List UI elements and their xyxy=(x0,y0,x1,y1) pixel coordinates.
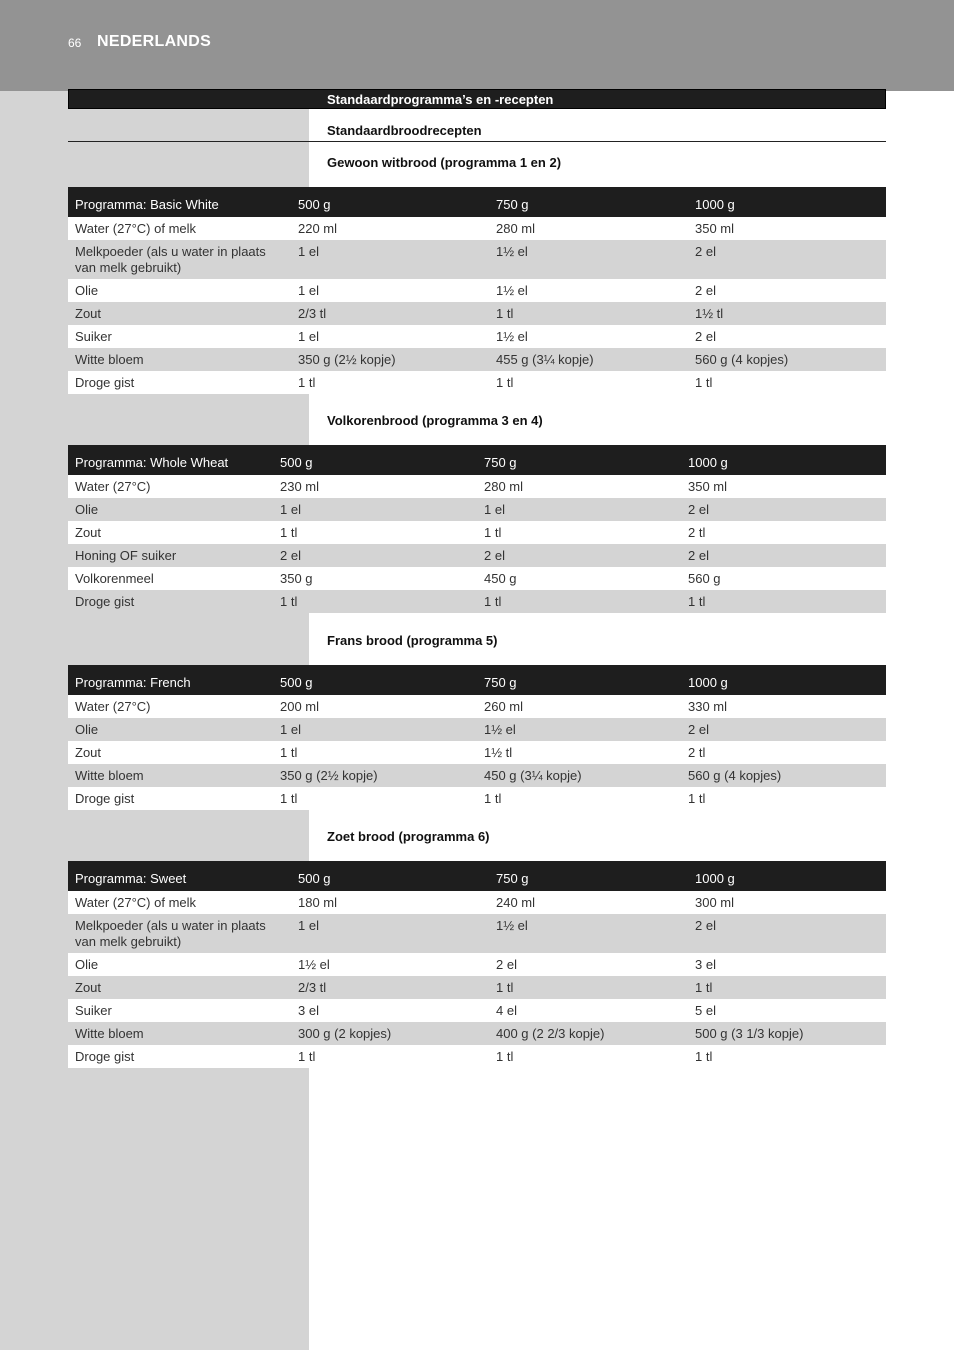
table-cell: Zout xyxy=(68,976,291,999)
table-cell: 560 g xyxy=(681,567,886,590)
table-cell: 2 el xyxy=(688,240,886,279)
table-cell: Olie xyxy=(68,279,291,302)
column-header: 500 g xyxy=(273,665,477,695)
table-cell: 1 tl xyxy=(273,521,477,544)
table-row xyxy=(68,240,886,279)
table-cell: 560 g (4 kopjes) xyxy=(681,764,886,787)
table-cell: Zout xyxy=(68,302,291,325)
table-cell: 300 g (2 kopjes) xyxy=(291,1022,489,1045)
table-cell: 2/3 tl xyxy=(291,976,489,999)
table-row xyxy=(68,1045,886,1068)
table-cell: 2 el xyxy=(688,914,886,953)
table-cell: Melkpoeder (als u water in plaats van melk gebruikt) xyxy=(68,914,291,953)
table-cell: 220 ml xyxy=(291,217,489,240)
column-header: 750 g xyxy=(489,861,688,891)
table-cell: 260 ml xyxy=(477,695,681,718)
table-cell: Droge gist xyxy=(68,1045,291,1068)
table-cell: 1½ el xyxy=(489,914,688,953)
table-cell: 1 tl xyxy=(477,521,681,544)
column-header: Programma: French xyxy=(68,665,273,695)
subtitle-row xyxy=(68,109,886,142)
table-cell: 1 tl xyxy=(688,371,886,394)
section-title-row xyxy=(68,142,886,187)
table-cell: 450 g xyxy=(477,567,681,590)
table-row xyxy=(68,976,886,999)
table-cell: Water (27°C) xyxy=(68,695,273,718)
table-header-row xyxy=(68,187,886,217)
section-title-row xyxy=(68,810,886,861)
table-cell: 1 el xyxy=(477,498,681,521)
recipe-table-sweet xyxy=(68,861,886,1068)
table-cell: 3 el xyxy=(291,999,489,1022)
table-cell: 350 g (2½ kopje) xyxy=(273,764,477,787)
table-cell: 1 tl xyxy=(681,590,886,613)
table-cell: Olie xyxy=(68,498,273,521)
table-row xyxy=(68,217,886,240)
main-title: Standaardprogramma’s en -recepten xyxy=(327,92,554,107)
table-cell: 1 tl xyxy=(489,976,688,999)
table-cell: 350 ml xyxy=(688,217,886,240)
table-cell: 1 tl xyxy=(273,787,477,810)
table-row xyxy=(68,371,886,394)
table-cell: 2 el xyxy=(688,325,886,348)
table-row xyxy=(68,348,886,371)
table-cell: 2 el xyxy=(477,544,681,567)
table-cell: 230 ml xyxy=(273,475,477,498)
table-cell: 2 el xyxy=(681,718,886,741)
table-cell: Witte bloem xyxy=(68,764,273,787)
table-cell: Olie xyxy=(68,953,291,976)
table-row xyxy=(68,741,886,764)
column-header: Programma: Whole Wheat xyxy=(68,445,273,475)
section-title-row xyxy=(68,613,886,665)
table-cell: 450 g (3¼ kopje) xyxy=(477,764,681,787)
table-cell: 1½ el xyxy=(477,718,681,741)
column-header: Programma: Basic White xyxy=(68,187,291,217)
table-header-row xyxy=(68,861,886,891)
table-cell: 1 tl xyxy=(273,741,477,764)
table-cell: 1 tl xyxy=(291,371,489,394)
table-row xyxy=(68,302,886,325)
table-cell: Witte bloem xyxy=(68,348,291,371)
table-cell: 400 g (2 2/3 kopje) xyxy=(489,1022,688,1045)
table-header-row xyxy=(68,445,886,475)
column-header: 750 g xyxy=(477,445,681,475)
section-title: Frans brood (programma 5) xyxy=(327,633,498,648)
main-title-bar xyxy=(68,89,886,109)
table-cell: 1 tl xyxy=(489,302,688,325)
table-cell: Honing OF suiker xyxy=(68,544,273,567)
table-cell: 1 el xyxy=(291,279,489,302)
recipe-table-french xyxy=(68,665,886,810)
table-cell: 1 tl xyxy=(477,787,681,810)
table-cell: 1½ el xyxy=(291,953,489,976)
section-title: Gewoon witbrood (programma 1 en 2) xyxy=(327,155,562,170)
table-cell: 2 el xyxy=(681,498,886,521)
table-cell: Suiker xyxy=(68,999,291,1022)
column-header: 1000 g xyxy=(688,861,886,891)
table-cell: Olie xyxy=(68,718,273,741)
table-cell: 1 tl xyxy=(477,590,681,613)
table-cell: 2 el xyxy=(489,953,688,976)
page-number: 66 xyxy=(68,36,82,50)
table-cell: 350 g xyxy=(273,567,477,590)
table-cell: Suiker xyxy=(68,325,291,348)
column-header: 1000 g xyxy=(688,187,886,217)
subtitle: Standaardbroodrecepten xyxy=(327,123,482,138)
table-cell: 300 ml xyxy=(688,891,886,914)
table-cell: 3 el xyxy=(688,953,886,976)
table-row xyxy=(68,475,886,498)
table-row xyxy=(68,718,886,741)
table-cell: 330 ml xyxy=(681,695,886,718)
table-cell: 1½ el xyxy=(489,240,688,279)
column-header: 500 g xyxy=(291,187,489,217)
table-cell: 1 tl xyxy=(688,976,886,999)
column-header: 500 g xyxy=(291,861,489,891)
table-row xyxy=(68,891,886,914)
table-cell: Water (27°C) of melk xyxy=(68,217,291,240)
table-cell: 1 el xyxy=(291,914,489,953)
table-cell: 2/3 tl xyxy=(291,302,489,325)
table-cell: 1 tl xyxy=(681,787,886,810)
table-cell: Volkorenmeel xyxy=(68,567,273,590)
table-cell: 1 tl xyxy=(489,1045,688,1068)
table-row xyxy=(68,787,886,810)
table-cell: 1½ tl xyxy=(477,741,681,764)
table-row xyxy=(68,953,886,976)
column-header: 750 g xyxy=(477,665,681,695)
table-row xyxy=(68,567,886,590)
table-cell: Droge gist xyxy=(68,371,291,394)
table-row xyxy=(68,325,886,348)
column-header: 750 g xyxy=(489,187,688,217)
column-header: 1000 g xyxy=(681,665,886,695)
table-cell: Water (27°C) xyxy=(68,475,273,498)
table-cell: 350 ml xyxy=(681,475,886,498)
recipe-table-basic-white xyxy=(68,187,886,394)
column-header: 1000 g xyxy=(681,445,886,475)
table-row xyxy=(68,279,886,302)
column-header: Programma: Sweet xyxy=(68,861,291,891)
table-cell: 1½ tl xyxy=(688,302,886,325)
table-cell: 1 el xyxy=(291,325,489,348)
table-row xyxy=(68,695,886,718)
table-cell: Zout xyxy=(68,741,273,764)
table-cell: 1 tl xyxy=(273,590,477,613)
table-cell: 240 ml xyxy=(489,891,688,914)
table-cell: 280 ml xyxy=(477,475,681,498)
table-row xyxy=(68,521,886,544)
column-header: 500 g xyxy=(273,445,477,475)
table-cell: 2 tl xyxy=(681,521,886,544)
table-cell: 500 g (3 1/3 kopje) xyxy=(688,1022,886,1045)
table-row xyxy=(68,999,886,1022)
table-cell: Zout xyxy=(68,521,273,544)
table-cell: 200 ml xyxy=(273,695,477,718)
table-cell: 1 el xyxy=(291,240,489,279)
table-cell: 1 el xyxy=(273,498,477,521)
table-row xyxy=(68,1022,886,1045)
table-cell: 5 el xyxy=(688,999,886,1022)
recipe-table-whole-wheat xyxy=(68,445,886,613)
table-cell: 350 g (2½ kopje) xyxy=(291,348,489,371)
table-cell: 2 el xyxy=(273,544,477,567)
table-cell: Droge gist xyxy=(68,787,273,810)
table-row xyxy=(68,544,886,567)
table-cell: 1 el xyxy=(273,718,477,741)
table-cell: Witte bloem xyxy=(68,1022,291,1045)
table-row xyxy=(68,590,886,613)
table-cell: 1½ el xyxy=(489,325,688,348)
table-cell: 2 tl xyxy=(681,741,886,764)
table-cell: 1 tl xyxy=(489,371,688,394)
table-cell: 1½ el xyxy=(489,279,688,302)
table-cell: 2 el xyxy=(688,279,886,302)
table-cell: 1 tl xyxy=(688,1045,886,1068)
page-content xyxy=(68,89,886,1068)
table-cell: 1 tl xyxy=(291,1045,489,1068)
language-heading: NEDERLANDS xyxy=(97,33,212,50)
table-cell: 4 el xyxy=(489,999,688,1022)
table-cell: Droge gist xyxy=(68,590,273,613)
table-header-row xyxy=(68,665,886,695)
table-cell: Water (27°C) of melk xyxy=(68,891,291,914)
table-row xyxy=(68,764,886,787)
table-row xyxy=(68,498,886,521)
table-row xyxy=(68,914,886,953)
table-cell: 560 g (4 kopjes) xyxy=(688,348,886,371)
table-cell: 2 el xyxy=(681,544,886,567)
table-cell: 280 ml xyxy=(489,217,688,240)
table-cell: 180 ml xyxy=(291,891,489,914)
section-title-row xyxy=(68,394,886,445)
section-title: Zoet brood (programma 6) xyxy=(327,829,490,844)
page-header xyxy=(0,0,954,91)
table-cell: Melkpoeder (als u water in plaats van melk gebruikt) xyxy=(68,240,291,279)
table-cell: 455 g (3¼ kopje) xyxy=(489,348,688,371)
section-title: Volkorenbrood (programma 3 en 4) xyxy=(327,413,543,428)
